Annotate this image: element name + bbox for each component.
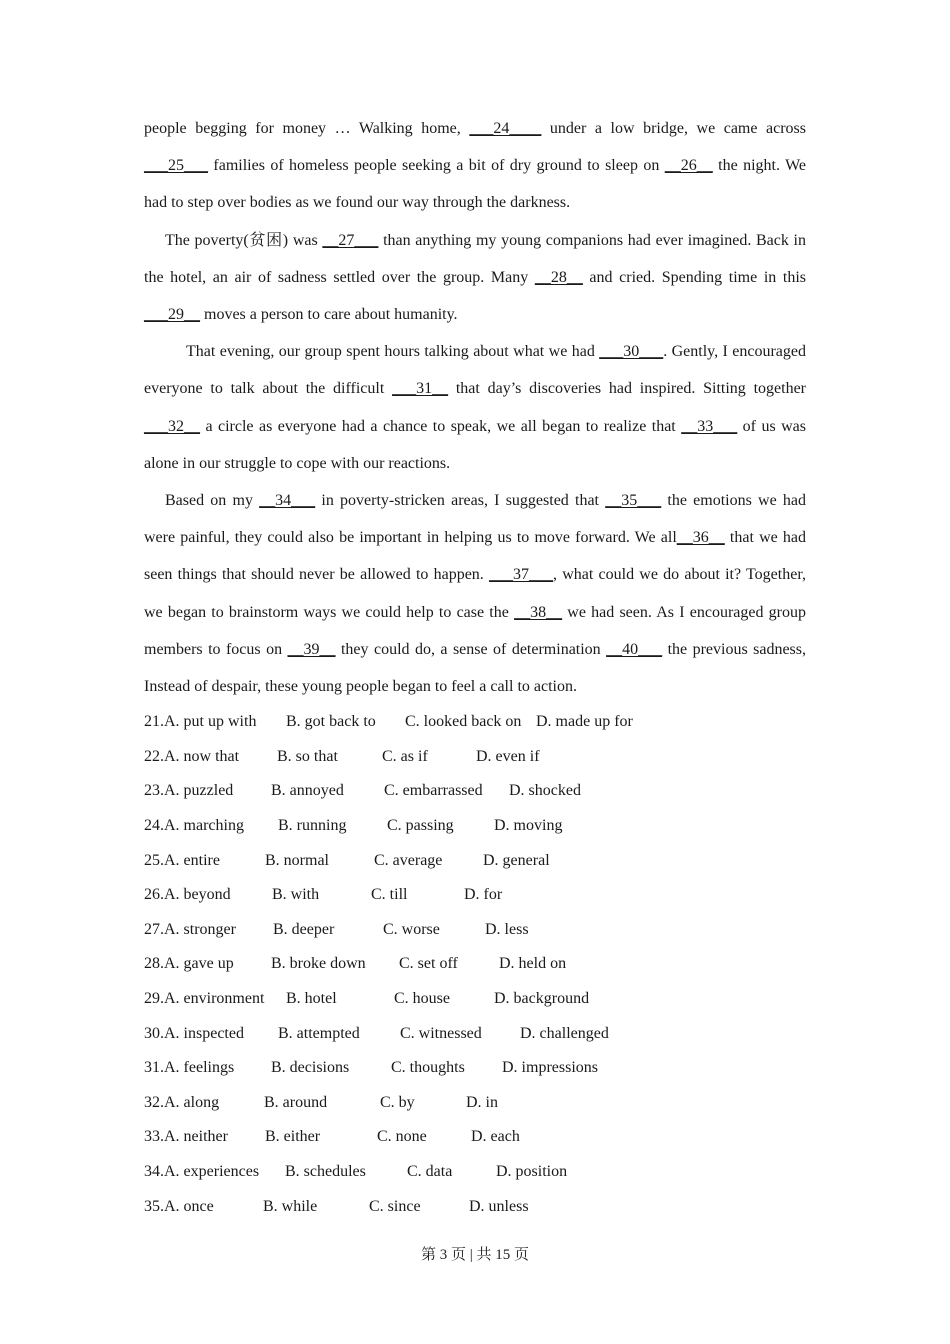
option-b: B. hotel	[286, 990, 337, 1007]
question-number: 26.	[144, 886, 164, 904]
option-a	[144, 705, 256, 740]
passage-text: than anything my young companions had ever imagined. Back in the hotel, an air of sadness settled over the group. Many	[144, 231, 807, 286]
option-text: A. along	[164, 1093, 220, 1111]
passage-text: and cried. Spending time in this	[582, 268, 807, 286]
option-row	[144, 1086, 806, 1121]
question-number: 33.	[144, 1128, 164, 1146]
option-c: C. average	[374, 851, 443, 869]
passage-text: Based on my	[165, 492, 260, 510]
option-d: D. unless	[469, 1197, 529, 1215]
option-row	[144, 740, 806, 775]
option-d: D. impressions	[502, 1059, 598, 1077]
option-b: B. either	[265, 1128, 321, 1146]
option-c: C. data	[407, 1162, 453, 1180]
option-d: D. for	[464, 886, 503, 904]
option-b: B. around	[264, 1093, 328, 1111]
option-c: C. till	[371, 886, 408, 904]
question-number: 34.	[144, 1162, 164, 1180]
option-text: A. gave up	[164, 955, 234, 973]
option-text: A. beyond	[164, 886, 231, 904]
option-c: C. worse	[383, 920, 440, 938]
question-number: 23.	[144, 782, 164, 800]
option-row	[144, 1155, 806, 1190]
question-number: 35.	[144, 1197, 164, 1215]
option-a	[144, 1190, 214, 1225]
option-d: D. made up for	[536, 713, 633, 731]
blank-number: ___31__	[392, 380, 449, 398]
blank-number: __27___	[322, 231, 379, 249]
passage-text: . Gently, I encouraged everyone to talk about the difficult	[144, 343, 806, 398]
option-row	[144, 913, 806, 948]
question-number: 31.	[144, 1059, 164, 1077]
option-row	[144, 982, 806, 1017]
blank-number: __33___	[681, 417, 738, 435]
blank-number: __34___	[259, 492, 316, 510]
option-a	[144, 740, 239, 775]
option-a	[144, 844, 220, 879]
option-a	[144, 809, 244, 844]
option-text: A. stronger	[164, 920, 236, 938]
option-c: C. since	[369, 1197, 421, 1215]
option-a	[144, 1155, 259, 1190]
option-text: A. marching	[164, 817, 244, 835]
blank-number: __35___	[605, 492, 662, 510]
option-b: B. decisions	[271, 1059, 350, 1077]
option-text: A. feelings	[164, 1059, 235, 1077]
option-c: C. set off	[399, 955, 458, 973]
option-c: C. by	[380, 1093, 415, 1111]
option-c: C. witnessed	[400, 1024, 482, 1042]
passage-text: people begging for money … Walking home,	[144, 120, 470, 137]
option-a	[144, 913, 236, 948]
page-footer: 第 3 页 | 共 15 页	[420, 1247, 529, 1263]
option-text: A. experiences	[164, 1162, 260, 1180]
option-d: D. each	[471, 1128, 520, 1146]
passage-text: the emotions we had were painful, they could also be important in helping us to move forward. We all	[144, 492, 807, 547]
answer-options-list	[144, 705, 806, 1224]
passage-text: a circle as everyone had a chance to speak, we all began to realize that	[200, 417, 682, 435]
option-b: B. while	[263, 1197, 318, 1215]
option-b: B. got back to	[286, 713, 376, 731]
question-number: 22.	[144, 747, 164, 765]
passage-text: under a low bridge, we came across	[541, 120, 807, 137]
option-text: A. now that	[164, 747, 240, 765]
blank-number: __28__	[534, 268, 583, 286]
option-d: D. general	[483, 851, 550, 869]
blank-number: __36__	[676, 529, 725, 547]
passage-paragraph	[144, 222, 806, 334]
option-a	[144, 878, 231, 913]
passage-text: we had seen. As I encouraged group members to focus on	[144, 603, 807, 658]
option-d: D. shocked	[509, 782, 581, 800]
option-a	[144, 774, 233, 809]
option-row	[144, 774, 806, 809]
passage-paragraph	[144, 482, 806, 705]
passage-text: moves a person to care about humanity.	[200, 306, 458, 324]
option-b: B. broke down	[271, 955, 366, 973]
passage-text: that we had seen things that should never be allowed to happen.	[144, 529, 806, 584]
option-a	[144, 1051, 234, 1086]
question-number: 30.	[144, 1024, 164, 1042]
passage-text: they could do, a sense of determination	[335, 640, 607, 658]
option-text: A. put up with	[164, 713, 257, 731]
option-b: B. attempted	[278, 1024, 360, 1042]
option-b: B. annoyed	[271, 782, 344, 800]
question-number: 27.	[144, 920, 164, 938]
option-row	[144, 705, 806, 740]
passage-text: in poverty-stricken areas, I suggested that	[315, 492, 606, 510]
blank-number: ___29__	[144, 306, 200, 324]
option-text: A. once	[164, 1197, 214, 1215]
option-row	[144, 1120, 806, 1155]
option-c: C. embarrassed	[384, 782, 483, 800]
passage-text: That evening, our group spent hours talking about what we had	[186, 343, 600, 361]
option-d: D. even if	[476, 747, 540, 765]
passage-text: of us was alone in our struggle to cope with our reactions.	[144, 417, 807, 472]
blank-number: ___25___	[144, 157, 208, 175]
option-row	[144, 809, 806, 844]
blank-number: __40___	[606, 640, 663, 658]
passage-text: , what could we do about it? Together, we began to brainstorm ways we could help to case the	[144, 566, 807, 621]
option-a	[144, 1017, 244, 1052]
blank-number: ___30___	[599, 343, 664, 361]
passage-paragraph	[144, 333, 806, 482]
document-page	[144, 110, 806, 1224]
blank-number: ___32__	[144, 417, 200, 435]
option-d: D. challenged	[520, 1024, 609, 1042]
option-d: D. moving	[494, 817, 563, 835]
option-d: D. position	[496, 1162, 568, 1180]
option-row	[144, 878, 806, 913]
option-text: A. environment	[164, 990, 265, 1007]
option-text: A. puzzled	[164, 782, 234, 800]
option-c: C. as if	[382, 747, 428, 765]
option-d: D. held on	[499, 955, 567, 973]
option-text: A. neither	[164, 1128, 228, 1146]
option-a	[144, 982, 264, 1017]
option-c: C. thoughts	[391, 1059, 465, 1077]
option-b: B. deeper	[273, 920, 335, 938]
option-b: B. running	[278, 817, 347, 835]
question-number: 28.	[144, 955, 164, 973]
question-number: 25.	[144, 851, 164, 869]
option-row	[144, 1017, 806, 1052]
option-c: C. house	[394, 990, 450, 1007]
option-d: D. in	[466, 1093, 498, 1111]
option-a	[144, 947, 234, 982]
option-d: D. less	[485, 920, 529, 938]
option-c: C. none	[377, 1128, 427, 1146]
option-b: B. schedules	[285, 1162, 366, 1180]
question-number: 29.	[144, 990, 164, 1007]
option-b: B. with	[272, 886, 320, 904]
option-row	[144, 844, 806, 879]
option-text: A. inspected	[164, 1024, 244, 1042]
question-number: 32.	[144, 1093, 164, 1111]
option-a	[144, 1120, 228, 1155]
passage-paragraph	[144, 110, 806, 222]
blank-number: __38__	[514, 603, 563, 621]
option-row	[144, 1190, 806, 1225]
option-d: D. background	[494, 990, 590, 1007]
option-c: C. passing	[387, 817, 454, 835]
option-row	[144, 1051, 806, 1086]
blank-number: ___24____	[469, 120, 542, 137]
blank-number: __26__	[664, 157, 713, 175]
blank-number: ___37___	[489, 566, 554, 584]
blank-number: __39__	[287, 640, 336, 658]
passage-text: families of homeless people seeking a bit of dry ground to sleep on	[208, 157, 665, 175]
question-number: 24.	[144, 817, 164, 835]
option-b: B. normal	[265, 851, 329, 869]
option-b: B. so that	[277, 747, 338, 765]
option-a	[144, 1086, 219, 1121]
question-number: 21.	[144, 713, 164, 731]
option-row	[144, 947, 806, 982]
passage-text: The poverty(贫困) was	[165, 231, 323, 249]
passage-text: the previous sadness, Instead of despair, these young people began to feel a call to action.	[144, 640, 807, 696]
cloze-passage	[144, 110, 806, 705]
passage-text: the night. We had to step over bodies as we found our way through the darkness.	[144, 157, 807, 212]
option-text: A. entire	[164, 851, 220, 869]
option-c: C. looked back on	[405, 713, 522, 731]
passage-text: that day’s discoveries had inspired. Sitting together	[448, 380, 806, 398]
